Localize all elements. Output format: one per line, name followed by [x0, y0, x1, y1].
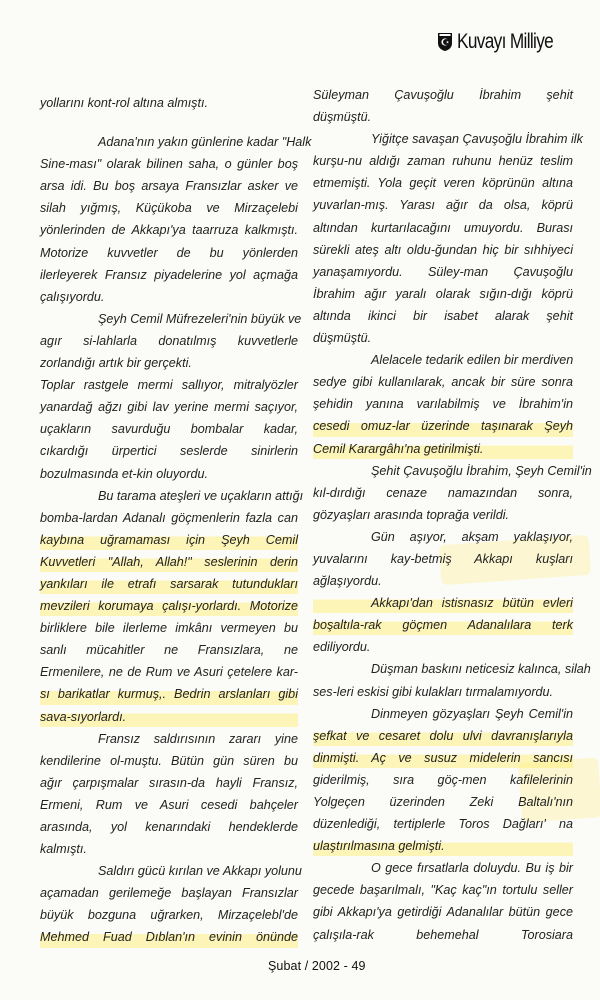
- magazine-title: Kuvayı Milliye: [457, 30, 554, 53]
- text-line: büyük bozguna uğrarken, Mirzaçelebl'de: [40, 908, 298, 923]
- text-line: kıl-dırdığı cenaze namazından sonra,: [313, 485, 573, 500]
- text-line: gecede başarılmalı, "Kaç kaç"ın tortulu seller: [313, 883, 573, 898]
- text-line: dinmişti. Aç ve susuz midelerin sancısı: [313, 747, 573, 769]
- text-line: Gün aşıyor, akşam yaklaşıyor,: [371, 529, 573, 544]
- text-line: yankıları ile etrafı sarsarak tutundukları: [40, 573, 298, 595]
- text-line: ağlaşıyordu.: [313, 574, 382, 589]
- text-line: açamadan gerilemeğe başlayan Fransızlar: [40, 886, 298, 901]
- text-line: Motorize kuvvetler de bu yönlerden: [40, 245, 298, 260]
- text-line: kendilerine ol-muştu. Bütün gün süren bu: [40, 753, 298, 768]
- text-line: çalışıla-rak behemehal Torosiara: [313, 927, 573, 942]
- page-footer: Şubat / 2002 - 49: [268, 959, 366, 973]
- text-line: şehidin yanına varılabilmiş ve İbrahim'in: [313, 397, 573, 412]
- text-line: Bu tarama ateşleri ve uçakların attığı: [98, 488, 304, 503]
- text-line: gibi Akkapı'ya getirdiği Adanalılar bütün gece: [313, 905, 573, 920]
- text-line: ağır çarpışmalar sırasın-da hayli Fransız,: [40, 775, 298, 790]
- text-line: Akkapı'dan istisnasız bütün evleri: [313, 592, 573, 614]
- text-line: Şehit Çavuşoğlu İbrahim, Şeyh Cemil'in: [371, 463, 592, 478]
- text-line: sürekli ateş altı oldu-ğundan hiç bir sıhhiyeci: [313, 242, 573, 257]
- text-line: düşmüştü.: [313, 110, 372, 125]
- text-line: Süleyman Çavuşoğlu İbrahim şehit: [313, 88, 573, 102]
- text-line: şefkat ve cesaret dolu ulvi davranışlarıyla: [313, 725, 573, 747]
- text-line: kalmıştı.: [40, 842, 87, 857]
- text-line: uçakların savurduğu bombalar kadar,: [40, 422, 298, 437]
- text-line: yönlerinden de Akkapı'ya taarruza kalkmıştı.: [40, 223, 298, 238]
- text-line: Şeyh Cemil Müfrezeleri'nin büyük ve: [98, 311, 302, 326]
- text-line: agır si-lahlarla donatılmış kuvvetlerle: [40, 333, 298, 348]
- text-line: Adana'nın yakın günlerine kadar "Halk: [98, 135, 312, 150]
- text-line: cıkardığı ürpertici seslerde sinirlerin: [40, 444, 298, 459]
- text-line: mevzileri korumaya çalışı-yorlardı. Motorize: [40, 595, 298, 617]
- text-line: sava-sıyorlardı.: [40, 706, 298, 728]
- text-line: sedye gibi kullanılarak, ancak bir süre sonra: [313, 375, 573, 390]
- left-text-column: [40, 92, 312, 949]
- text-line: İbrahim ağır yaralı olarak sığın-dığı köprü: [313, 286, 573, 301]
- text-line: Yiğitçe savaşan Çavuşoğlu İbrahim ilk: [371, 132, 583, 147]
- text-line: boşaltıla-rak göçmen Adanalılara terk: [313, 614, 573, 636]
- text-line: altında ikinci bir isabet alarak şehit: [313, 308, 573, 323]
- text-line: çalışıyordu.: [40, 289, 105, 304]
- text-line: sanlı mücahitler ne Fransızlara, ne: [40, 643, 298, 658]
- text-line: ilerleyerek Fransız piyadelerine yol açmağa: [40, 267, 298, 282]
- text-line: zorlandığı artık bir gerçekti.: [40, 356, 192, 371]
- text-line: Kuvvetleri "Allah, Allah!" seslerinin derin: [40, 551, 298, 573]
- text-line: yollarını kont-rol altına almıştı.: [40, 96, 208, 110]
- text-line: Cemil Karargâhı'na getirilmişti.: [313, 438, 573, 460]
- text-line: yanaşamıyordu. Süley-man Çavuşoğlu: [313, 264, 573, 279]
- text-line: düzenlediği, tertiplerle Toros Dağları' na: [313, 817, 573, 832]
- text-line: bomba-lardan Adanalı göçmenlerin fazla can: [40, 510, 298, 525]
- text-line: birliklere bile ilerleme imkânı vermeyen bu: [40, 621, 298, 636]
- text-line: sı barikatlar kurmuş,. Bedrin arslanları gibi: [40, 683, 298, 705]
- masthead: [437, 30, 574, 54]
- text-line: düşmüştü.: [313, 331, 372, 346]
- text-line: ulaştırılmasına gelmişti.: [313, 835, 573, 857]
- text-line: Sine-ması" olarak bilinen saha, o günler boş: [40, 157, 298, 172]
- text-line: ses-leri eskisi gibi kulakları tırmalamıyordu.: [313, 684, 554, 699]
- text-line: bozulmasında et-kin oluyordu.: [40, 466, 209, 481]
- text-line: altından kurtarılacağını umuyordu. Burası: [313, 220, 573, 235]
- text-line: giderilmiş, sıra göç-men kafilelerinin: [313, 772, 573, 787]
- text-line: yuvarlan-mış. Yarası ağır da olsa, köprü: [313, 198, 573, 213]
- text-line: Düşman baskını neticesiz kalınca, silah: [371, 662, 591, 677]
- text-line: Alelacele tedarik edilen bir merdiven: [371, 353, 574, 368]
- text-line: silah yığmış, Küçükoba ve Mirzaçelebi: [40, 201, 298, 216]
- paragraph-gap: [40, 114, 298, 131]
- text-line: arsa idi. Bu boş arsaya Fransızlar asker ve: [40, 179, 298, 194]
- text-line: Ermenilere, ne de Rum ve Asuri çetelere kar-: [40, 665, 298, 680]
- text-line: Saldırı gücü kırılan ve Akkapı yolunu: [98, 864, 302, 879]
- right-text-column: [313, 84, 592, 946]
- text-line: kurşu-nu aldığı zaman ruhunu henüz teslim: [313, 154, 573, 169]
- text-line: Yolgeçen üzerinden Zeki Baltalı'nın: [313, 795, 573, 809]
- text-line: gözyaşları arasında toprağa verildi.: [313, 507, 510, 522]
- text-line: ediliyordu.: [313, 640, 371, 655]
- text-line: Toplar rastgele mermi sallıyor, mitralyözler: [40, 378, 298, 393]
- text-line: kaybına uğramaması için Şeyh Cemil: [40, 529, 298, 551]
- crescent-star-shield-icon: [437, 32, 453, 52]
- text-line: Dinmeyen gözyaşları Şeyh Cemil'in: [371, 706, 573, 721]
- text-line: yanardağ ağzı gibi lav yerine mermi saçıyor,: [40, 400, 298, 415]
- text-line: cesedi omuz-lar üzerinde taşınarak Şeyh: [313, 415, 573, 437]
- text-line: Fransız saldırısının zararı yine: [98, 731, 298, 746]
- text-line: etmemişti. Yola geçit veren köprünün altına: [313, 176, 573, 191]
- text-line: arasında, yol kenarındaki hendeklerde: [40, 820, 298, 834]
- text-line: Ermeni, Rum ve Asuri cesedi bahçeler: [40, 797, 298, 812]
- text-line: yuvalarını kay-betmiş Akkapı kuşları: [313, 551, 573, 566]
- text-line: O gece fırsatlarla doluydu. Bu iş bir: [371, 861, 573, 876]
- text-line: Mehmed Fuad Dıblan'ın evinin önünde: [40, 926, 298, 948]
